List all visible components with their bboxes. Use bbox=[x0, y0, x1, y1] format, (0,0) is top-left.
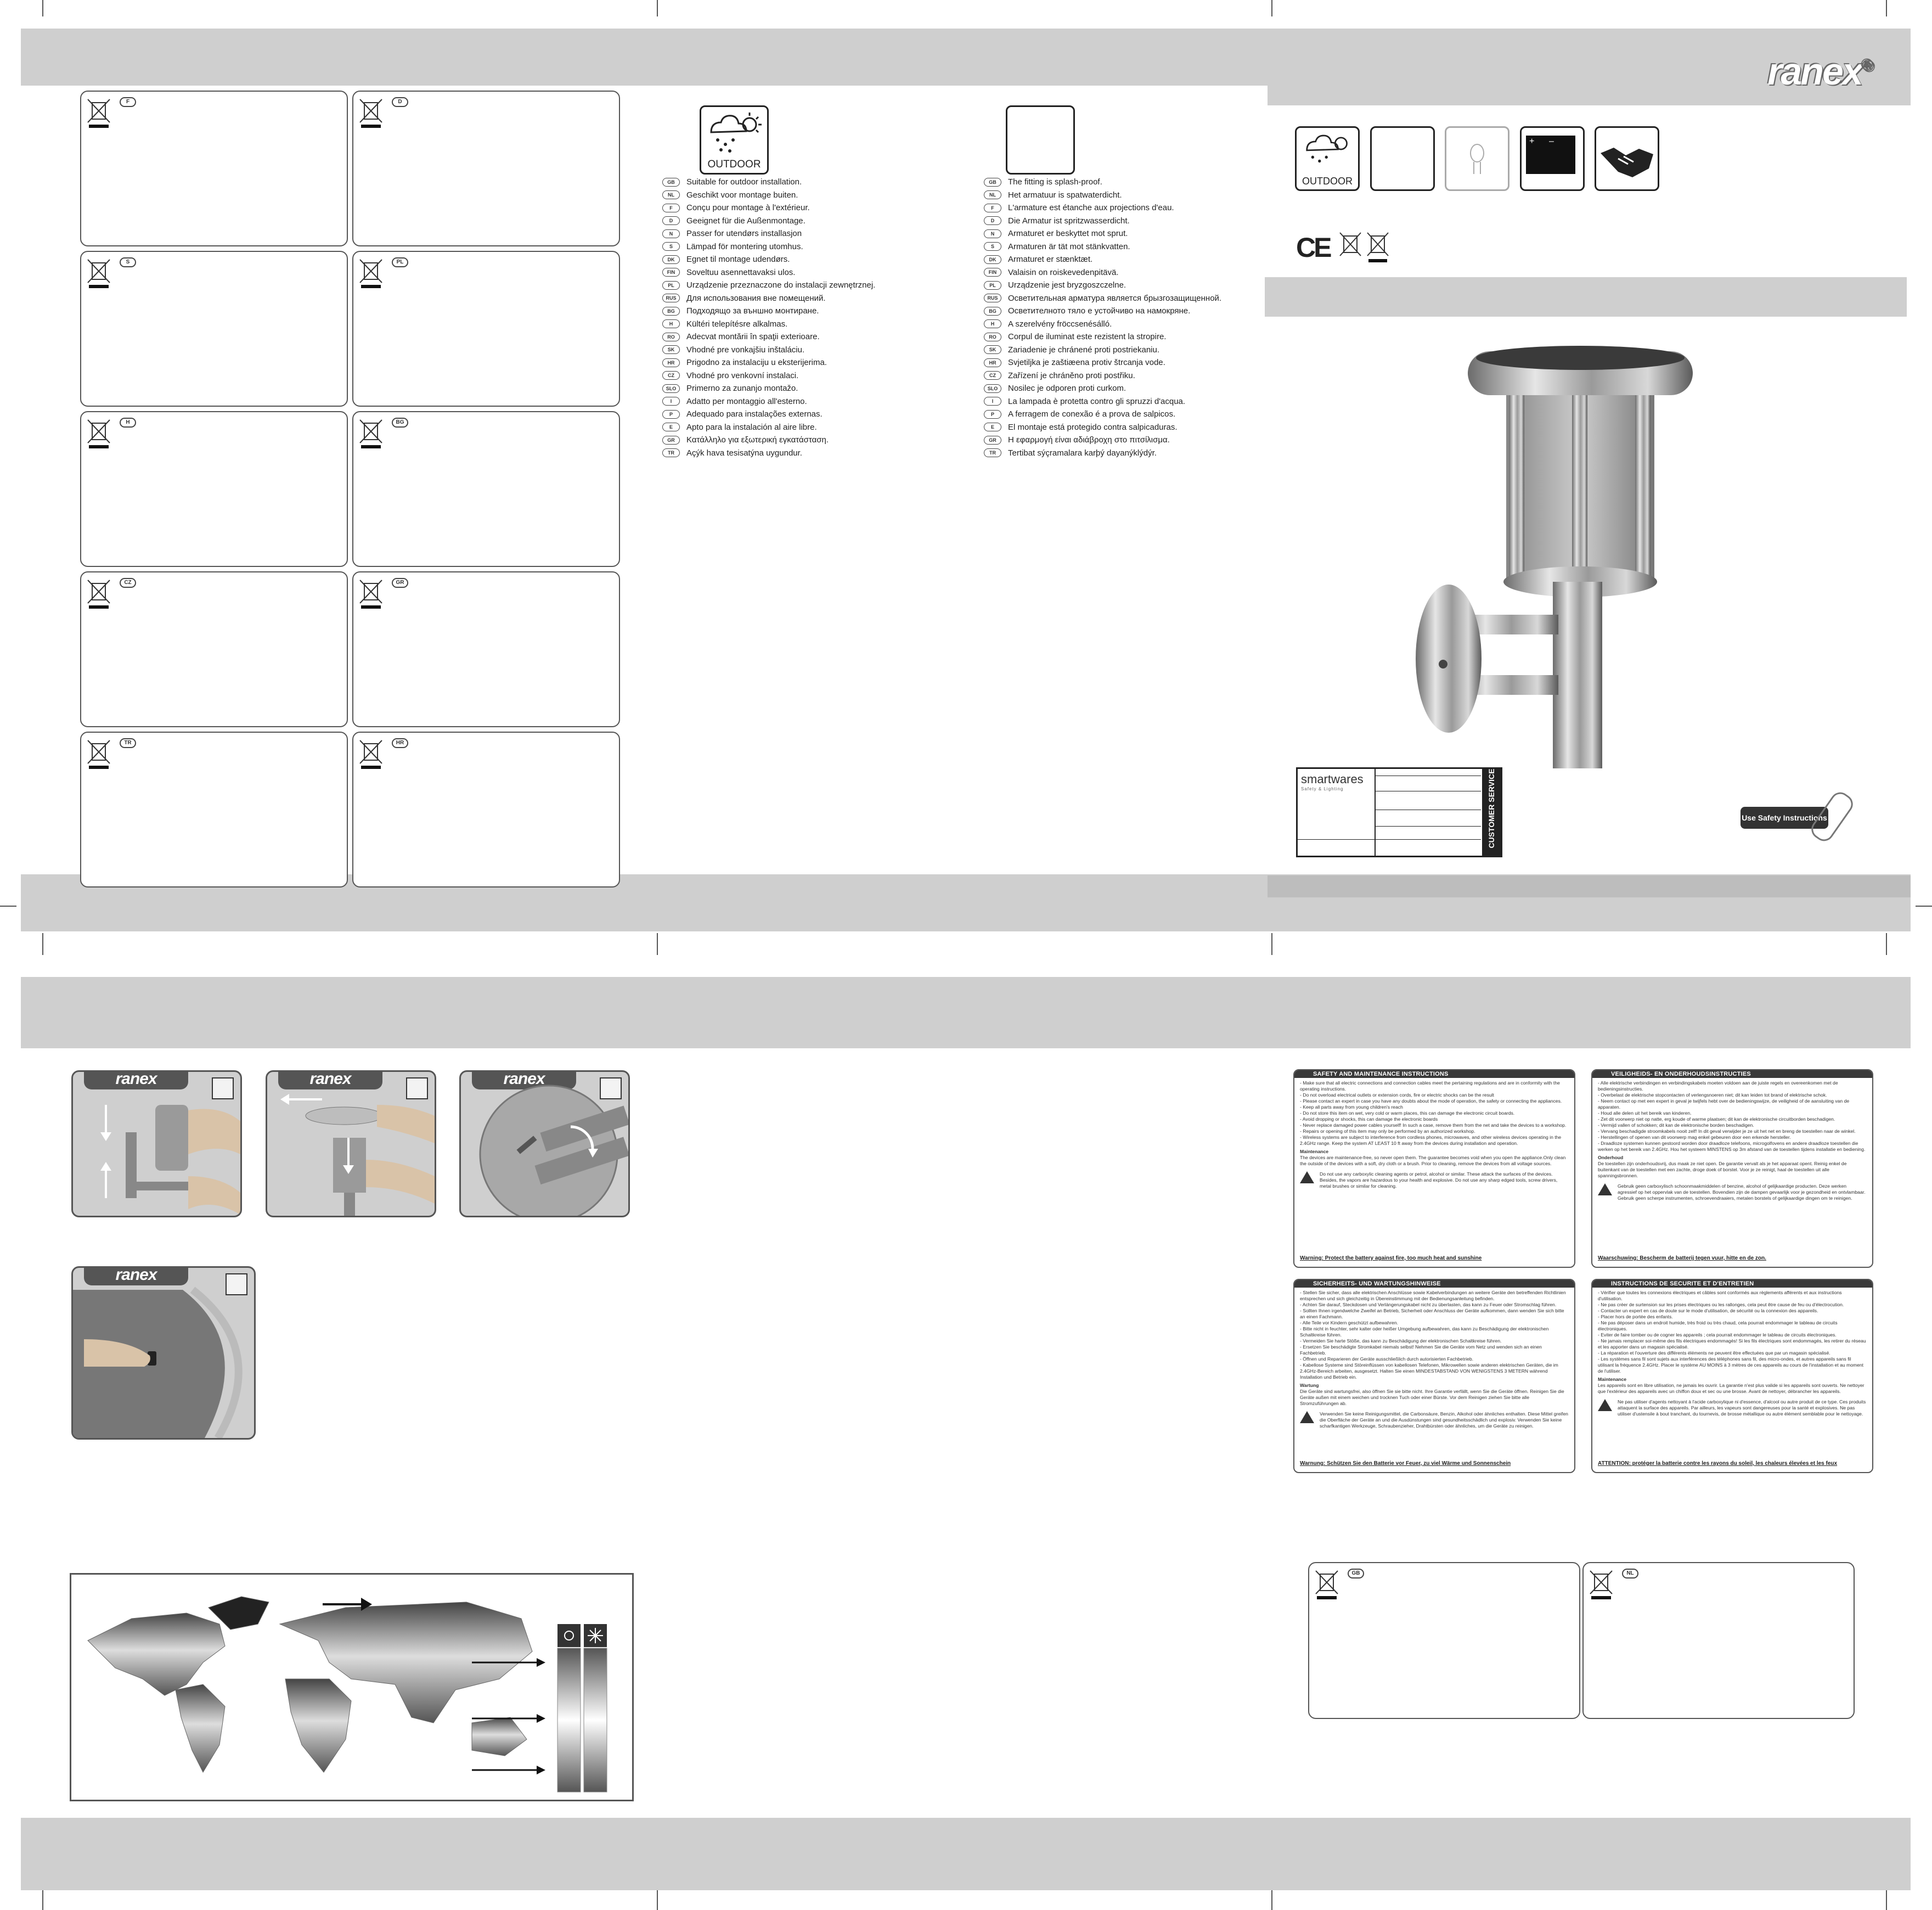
cover-bottom-band bbox=[1268, 875, 1911, 897]
language-code-badge: N bbox=[984, 229, 1001, 238]
language-row bbox=[662, 253, 875, 266]
language-code-badge: DK bbox=[662, 255, 680, 264]
safety-item: - Neem contact op met een expert in geval je twijfels hebt over de bedieningswijze, de veiligheid of de aansluiting van de apparaten. bbox=[1598, 1098, 1850, 1110]
language-row bbox=[662, 421, 875, 434]
alert-text: Ne pas utiliser d'agents nettoyant à l'acide carboxylique ni d'essence, d'alcool ou autre produit de ce type. Ces produits attaquent la surface des appareils. Par ailleurs, les vapeurs sont dangereuses pour la santé et explosives. Ne pas utiliser d'ustensile à bout tranchant, du tournevis, de brosse métallique ou autre élément semblable pour le nettoyage. bbox=[1618, 1399, 1866, 1417]
language-text: Armaturet er stænktæt. bbox=[1008, 255, 1093, 264]
language-text: Lämpad för montering utomhus. bbox=[686, 241, 803, 251]
language-code-badge: SLO bbox=[984, 384, 1001, 393]
world-map-graphic bbox=[71, 1575, 632, 1800]
weee-bin-icon bbox=[87, 98, 112, 129]
safety-instructions-tag: Use Safety Instructions bbox=[1741, 807, 1828, 829]
language-text: Adecvat montării în spaţii exterioare. bbox=[686, 332, 820, 341]
language-code-badge: D bbox=[662, 216, 680, 225]
language-code-badge: RO bbox=[984, 333, 1001, 341]
language-text: Tertibat sýçramalara karþý dayanýklýdýr. bbox=[1008, 448, 1157, 458]
language-row bbox=[984, 382, 1221, 395]
language-row bbox=[984, 279, 1221, 292]
language-code-badge: CZ bbox=[984, 371, 1001, 380]
weee-bin-icon bbox=[1589, 1570, 1614, 1600]
language-code-badge: D bbox=[984, 216, 1001, 225]
weee-panel-bg: BG bbox=[352, 411, 620, 567]
language-code-badge: F bbox=[662, 204, 680, 212]
safety-item: - Bitte nicht in feuchter, sehr kalter oder heißer Umgebung aufbewahren, das kann zu Beschädigung der elektronischen Schaltkreise führen. bbox=[1300, 1326, 1549, 1338]
safety-item: - Repairs or opening of this item may only be performed by an authorized workshop. bbox=[1300, 1128, 1475, 1134]
safety-item: - Vermijd vallen of schokken; dit kan de elektronische borden beschadigen. bbox=[1598, 1122, 1754, 1128]
language-row bbox=[984, 356, 1221, 369]
language-row bbox=[662, 344, 875, 357]
language-code-badge: GB bbox=[662, 178, 680, 187]
weee-panel-hr: HR bbox=[352, 732, 620, 887]
language-code-badge: GR bbox=[984, 436, 1001, 445]
language-text: Het armatuur is spatwaterdicht. bbox=[1008, 190, 1122, 200]
maintenance-text: Die Geräte sind wartungsfrei, also öffnen Sie sie bitte nicht. Ihre Garantie verfällt, wenn Sie die Geräte öffnen. Reinigen Sie die Geräte außen mit einem weichen und trocknen Tuch oder einer Bürste. Vor dem Reinigen ziehen Sie bitte alle Stromzuführungen ab. bbox=[1300, 1389, 1564, 1406]
language-text: Svjetiljka je zaštiæena protiv štrcanja vode. bbox=[1008, 358, 1165, 367]
language-row bbox=[984, 447, 1221, 460]
language-code-badge: H bbox=[662, 319, 680, 328]
language-text: Kültéri telepítésre alkalmas. bbox=[686, 319, 788, 329]
language-row bbox=[984, 266, 1221, 279]
splash-language-list bbox=[984, 176, 1221, 459]
language-code-badge: HR bbox=[662, 358, 680, 367]
weee-panel-h: H bbox=[80, 411, 348, 567]
safety-item: - Les systèmes sans fil sont sujets aux interférences des téléphones sans fil, des micro-ondes, et autres appareils sans fil utilisant la fréquence 2.4GHz. Placer le système AU MOINS à 3 mètres de ces appareils au cours de l'installation et au moment de l'utiliser. bbox=[1598, 1356, 1864, 1374]
safety-item: - La réparation et l'ouverture des différents éléments ne peuvent être effectuées que par un magasin spécialisé. bbox=[1598, 1350, 1830, 1356]
language-row bbox=[662, 240, 875, 254]
warning-triangle-icon bbox=[1598, 1183, 1612, 1195]
language-text: Осветительная арматура является брызгозащищенной. bbox=[1008, 293, 1222, 303]
language-row bbox=[662, 330, 875, 344]
customer-service-label: CUSTOMER SERVICE bbox=[1487, 768, 1496, 849]
language-text: Κατάλληλο για εξωτερική εγκατάσταση. bbox=[686, 435, 829, 445]
safety-item: - Ne pas déposer dans un endroit humide, très froid ou très chaud, cela pourrait endommager le tableau de circuits électroniques. bbox=[1598, 1320, 1838, 1332]
cover-outdoor-icon: OUTDOOR bbox=[1295, 126, 1360, 191]
language-row bbox=[984, 408, 1221, 421]
weee-bin-icon bbox=[359, 259, 384, 289]
language-code-badge: S bbox=[662, 242, 680, 251]
language-row bbox=[984, 215, 1221, 228]
language-text: Vhodné pre vonkajšiu inštaláciu. bbox=[686, 345, 805, 355]
language-text: Valaisin on roiskevedenpitävä. bbox=[1008, 267, 1119, 277]
language-text: Nosilec je odporen proti curkom. bbox=[1008, 384, 1126, 393]
language-text: The fitting is splash-proof. bbox=[1008, 177, 1102, 187]
language-text: Primerno za zunanjo montažo. bbox=[686, 384, 798, 393]
battery-warning: Warnung: Schützen Sie den Batterie vor Feuer, zu viel Wärme und Sonnenschein bbox=[1300, 1460, 1511, 1467]
alert-text: Do not use any carboxylic cleaning agents or petrol, alcohol or similar. These attack the surfaces of the devices. Besides, the vapors are hazardous to your health and explosive. Do not use any sharp edged tools, screw drivers, metal brushes or similar for cleaning. bbox=[1320, 1171, 1558, 1189]
language-row bbox=[662, 201, 875, 215]
weee-bin-icon bbox=[87, 259, 112, 289]
language-code-badge: I bbox=[662, 397, 680, 406]
language-row bbox=[662, 395, 875, 408]
language-code-badge: TR bbox=[662, 448, 680, 457]
maintenance-heading: Maintenance bbox=[1300, 1149, 1329, 1154]
safety-item: - Overbelast de elektrische stopcontacten of verlengsnoeren niet; dit kan leiden tot brand of elektrische schok. bbox=[1598, 1092, 1827, 1098]
language-row bbox=[662, 408, 875, 421]
customer-service-box bbox=[1296, 767, 1502, 857]
language-code-badge: F bbox=[984, 204, 1001, 212]
product-lamp-image bbox=[1405, 340, 1701, 779]
safety-item: - Achten Sie darauf, Steckdosen und Verlängerungskabel nicht zu überlasten, das kann zu Feuer oder Stromschlag führen. bbox=[1300, 1302, 1557, 1307]
warning-triangle-icon bbox=[1300, 1411, 1314, 1423]
language-row bbox=[984, 189, 1221, 202]
safety-title: SAFETY AND MAINTENANCE INSTRUCTIONS bbox=[1294, 1070, 1574, 1078]
cover-blank-icon bbox=[1370, 126, 1435, 191]
battery-warning: ATTENTION: protéger la batterie contre les rayons du soleil, les chaleurs élevées et les feux bbox=[1598, 1460, 1838, 1467]
alert-text: Verwenden Sie keine Reinigungsmittel, die Carbonsäure, Benzin, Alkohol oder ähnliches enthalten. Diese Mittel greifen die Oberfläche der Geräte an und die Ausdünstungen sind gesundheitsschädlich und explosiv. Verwenden Sie keine scharfkantigen Werkzeuge, Schraubenzieher, Drahtbürsten oder ähnliches, um die Geräte zu reinigen. bbox=[1320, 1411, 1568, 1429]
language-text: Geschikt voor montage buiten. bbox=[686, 190, 798, 200]
weee-bin-icon bbox=[87, 579, 112, 610]
language-text: Soveltuu asennettavaksi ulos. bbox=[686, 267, 796, 277]
safety-item: - Herstellingen of openen van dit voorwerp mag enkel gebeuren door een erkende hersteller. bbox=[1598, 1134, 1791, 1140]
safety-item: - Do not store this item on wet, very cold or warm places, this can damage the electronic circuit boards. bbox=[1300, 1110, 1515, 1116]
language-row bbox=[662, 292, 875, 305]
language-code-badge: NL bbox=[984, 190, 1001, 199]
weee-bin-icon bbox=[359, 419, 384, 450]
maintenance-heading: Wartung bbox=[1300, 1383, 1319, 1388]
language-text: Açýk hava tesisatýna uygundur. bbox=[686, 448, 802, 458]
outdoor-icon bbox=[700, 105, 769, 175]
language-row bbox=[662, 305, 875, 318]
outdoor-language-list bbox=[662, 176, 875, 459]
solar-panel-icon: + – bbox=[1520, 126, 1585, 191]
weee-bin-icon bbox=[87, 739, 112, 770]
handshake-icon bbox=[1595, 126, 1659, 191]
safety-instructions-gb bbox=[1293, 1069, 1575, 1268]
battery-warning: Warning: Protect the battery against fire, too much heat and sunshine bbox=[1300, 1255, 1482, 1261]
safety-item: - Eviter de faire tomber ou de cogner les appareils ; cela pourrait endommager le tableau de circuits électroniques. bbox=[1598, 1332, 1837, 1338]
safety-item: - Alle elektrische verbindingen en verbindingskabels moeten voldoen aan de juiste regels en overeenkomen met de bedieningsinstructies. bbox=[1598, 1080, 1838, 1092]
maintenance-text: Les appareils sont en libre utilisation, ne jamais les ouvrir. La garantie n'est plus valide si les appareils sont ouverts. Ne nettoyer que l'extérieur des appareils avec un chiffon doux et sec ou une brosse. Avant de nettoyer, débrancher les appareils. bbox=[1598, 1383, 1865, 1394]
led-icon bbox=[1445, 126, 1509, 191]
weee-bin-icon bbox=[1315, 1570, 1340, 1600]
language-text: Urządzenie przeznaczone do instalacji zewnętrznej. bbox=[686, 280, 876, 290]
language-code-badge: P bbox=[662, 410, 680, 419]
outdoor-label: OUTDOOR bbox=[707, 159, 761, 170]
language-text: Die Armatur ist spritzwasserdicht. bbox=[1008, 216, 1130, 226]
weee-panel-f: F bbox=[80, 91, 348, 246]
safety-title: INSTRUCTIONS DE SECURITE ET D'ENTRETIEN bbox=[1592, 1280, 1872, 1288]
language-text: Geeignet für die Außenmontage. bbox=[686, 216, 806, 226]
cover-weee-icon-1 bbox=[1339, 231, 1362, 261]
language-row bbox=[984, 292, 1221, 305]
language-row bbox=[984, 240, 1221, 254]
battery-warning: Waarschuwing: Bescherm de batterij tegen vuur, hitte en de zon. bbox=[1598, 1255, 1766, 1261]
language-text: Adequado para instalações externas. bbox=[686, 409, 823, 419]
safety-item: - Vérifier que toutes les connexions électriques et câbles sont conformés aux règlements afférents et aux instructions d'utilisation. bbox=[1598, 1290, 1842, 1301]
ce-mark: CE bbox=[1296, 232, 1330, 263]
weee-panel-cz: CZ bbox=[80, 571, 348, 727]
safety-item: - Stellen Sie sicher, dass alle elektrischen Anschlüsse sowie Kabelverbindungen an weitere Geräte den betreffenden Richtlinien entsprechen und sich gleichzeitig in Übereinstimmung mit der Bedienungsanleitung befinden. bbox=[1300, 1290, 1566, 1301]
language-row bbox=[662, 266, 875, 279]
maintenance-heading: Onderhoud bbox=[1598, 1155, 1624, 1160]
language-text: Vhodné pro venkovní instalaci. bbox=[686, 370, 799, 380]
language-row bbox=[662, 434, 875, 447]
maintenance-text: The devices are maintenance-free, so never open them. The guarantee becomes void when you open the appliance.Only clean the outside of the devices with a soft, dry cloth or a brush. Prior to cleaning, remove the devices from all voltage sources. bbox=[1300, 1155, 1566, 1166]
language-code-badge: SK bbox=[662, 345, 680, 354]
safety-item: - Houd alle delen uit het bereik van kinderen. bbox=[1598, 1110, 1692, 1116]
safety-title: SICHERHEITS- UND WARTUNGSHINWEISE bbox=[1294, 1280, 1574, 1288]
language-row bbox=[662, 369, 875, 383]
language-row bbox=[662, 227, 875, 240]
language-text: El montaje está protegido contra salpicaduras. bbox=[1008, 422, 1178, 432]
language-row bbox=[662, 356, 875, 369]
language-row bbox=[662, 215, 875, 228]
weee-bin-icon bbox=[87, 419, 112, 450]
safety-item: - Vervang beschadigde stroomkabels nooit zelf! In dit geval verwijder je ze uit het net en breng de toestellen naar de winkel. bbox=[1598, 1128, 1856, 1134]
climate-map-box bbox=[70, 1573, 634, 1801]
install-step-4-photo: ranex bbox=[71, 1266, 256, 1440]
language-text: Для использования вне помещений. bbox=[686, 293, 826, 303]
safety-item: - Sollten Ihnen irgendwelche Zweifel an Betrieb, Sicherheit oder Anschluss der Geräte aufkommen, dann wenden Sie sich bitte an einen Fachmann. bbox=[1300, 1308, 1564, 1319]
safety-title: VEILIGHEIDS- EN ONDERHOUDSINSTRUCTIES bbox=[1592, 1070, 1872, 1078]
language-code-badge: GB bbox=[984, 178, 1001, 187]
language-text: Armaturen är tät mot stänkvatten. bbox=[1008, 241, 1130, 251]
bottom-header-band bbox=[21, 977, 1911, 1048]
language-code-badge: SK bbox=[984, 345, 1001, 354]
language-row bbox=[662, 176, 875, 189]
language-code-badge: FIN bbox=[662, 268, 680, 277]
language-code-badge: SLO bbox=[662, 384, 680, 393]
weee-panel-tr: TR bbox=[80, 732, 348, 887]
language-code-badge: S bbox=[984, 242, 1001, 251]
language-text: Adatto per montaggio all'esterno. bbox=[686, 396, 807, 406]
language-text: Η εφαρμογή είναι αδιάβροχη στο πιτσίλισμα. bbox=[1008, 435, 1170, 445]
language-code-badge: CZ bbox=[662, 371, 680, 380]
language-row bbox=[662, 447, 875, 460]
language-row bbox=[984, 369, 1221, 383]
language-row bbox=[984, 344, 1221, 357]
safety-item: - Contacter un expert en cas de doute sur le mode d'utilisation, de sécurité ou la connexion des appareils. bbox=[1598, 1308, 1818, 1313]
safety-item: - Kabellose Systeme sind Störeinflüssen von kabellosen Telefonen, Mikrowellen sowie anderen elektrischen Geräten, die im 2.4GHz-Bereich arbeiten, ausgesetzt. Halten Sie einen MINDESTABSTAND VON WENIGSTENS 3 METERN während Installation und Betrieb ein. bbox=[1300, 1362, 1558, 1380]
language-text: Prigodno za instalaciju u eksterijerima. bbox=[686, 358, 827, 367]
warning-triangle-icon bbox=[1300, 1171, 1314, 1183]
safety-item: - Placer hors de portée des enfants. bbox=[1598, 1314, 1673, 1319]
language-row bbox=[984, 421, 1221, 434]
safety-item: - Zet dit voorwerp niet op natte, erg koude of warme plaatsen; dit kan de elektronische circuitborden beschadigen. bbox=[1598, 1116, 1835, 1122]
language-code-badge: H bbox=[984, 319, 1001, 328]
language-text: Подходящо за външно монтиране. bbox=[686, 306, 819, 316]
weee-bin-icon bbox=[359, 739, 384, 770]
safety-item: - Make sure that all electric connections and connection cables meet the pertaining regulations and are in conformity with the operating instructions. bbox=[1300, 1080, 1560, 1092]
language-text: Armaturet er beskyttet mot sprut. bbox=[1008, 229, 1128, 238]
language-code-badge: DK bbox=[984, 255, 1001, 264]
language-text: Zariadenie je chránené proti postriekaniu. bbox=[1008, 345, 1159, 355]
language-code-badge: PL bbox=[662, 281, 680, 290]
language-row bbox=[984, 253, 1221, 266]
language-row bbox=[984, 305, 1221, 318]
safety-instructions-d bbox=[1293, 1279, 1575, 1473]
language-text: Urządzenie jest bryzgoszczelne. bbox=[1008, 280, 1126, 290]
cover-mid-band bbox=[1265, 277, 1907, 317]
safety-instructions-nl bbox=[1591, 1069, 1873, 1268]
alert-text: Gebruik geen carboxylisch schoonmaakmiddelen of benzine, alcohol of gelijkaardige producten. Deze werken agressief op het oppervlak van de toestellen. Bovendien zijn de dampen gevaarlijk voor je gezondheid en ontvlambaar. Gebruik geen scherpe instrumenten, schroevendraaiers, metalen borstels of gelijkaardige dingen om te reinigen. bbox=[1618, 1183, 1866, 1201]
weee-panel-s: S bbox=[80, 251, 348, 407]
safety-item: - Ne jamais remplacer soi-même des fils électriques endommagés! Si les fils électriques sont endommagés, les retirer du réseau et les apporter dans un magasin spécialisé. bbox=[1598, 1338, 1866, 1350]
language-code-badge: TR bbox=[984, 448, 1001, 457]
language-row bbox=[984, 176, 1221, 189]
language-code-badge: PL bbox=[984, 281, 1001, 290]
language-text: A ferragem de conexão é a prova de salpicos. bbox=[1008, 409, 1176, 419]
language-code-badge: E bbox=[984, 423, 1001, 431]
language-row bbox=[984, 201, 1221, 215]
safety-item: - Draadloze systemen kunnen gestoord worden door draadloze telefoons, microgolfovens en andere draadloze toestellen die werken op het bereik van 2.4GHz. Hou het systeem MINSTENS op 3m afstand van de toestellen tijdens installatie en bediening. bbox=[1598, 1141, 1866, 1152]
language-text: Conçu pour montage à l'extérieur. bbox=[686, 203, 810, 212]
safety-item: - Never replace damaged power cables yourself! In such a case, remove them from the net and take the devices to a workshop. bbox=[1300, 1122, 1567, 1128]
splash-icon bbox=[1006, 105, 1075, 175]
language-code-badge: RO bbox=[662, 333, 680, 341]
bottom-footer-band bbox=[21, 1818, 1911, 1890]
language-row bbox=[984, 227, 1221, 240]
safety-item: - Vermeiden Sie harte Stöße, das kann zu Beschädigung der elektronischen Schaltkreise führen. bbox=[1300, 1338, 1502, 1344]
safety-item: - Alle Teile vor Kindern geschützt aufbewahren. bbox=[1300, 1320, 1398, 1325]
language-text: La lampada è protetta contro gli spruzzi d'acqua. bbox=[1008, 396, 1186, 406]
language-code-badge: RUS bbox=[984, 294, 1001, 302]
language-text: Suitable for outdoor installation. bbox=[686, 177, 802, 187]
install-step-1-photo: ranex bbox=[71, 1070, 242, 1217]
safety-item: - Ersetzen Sie beschädigte Stromkabel niemals selbst! Nehmen Sie die Geräte vom Netz und wenden sich an einen Fachbetrieb. bbox=[1300, 1344, 1542, 1356]
weee-bin-icon bbox=[359, 579, 384, 610]
language-code-badge: BG bbox=[662, 307, 680, 316]
language-row bbox=[984, 330, 1221, 344]
warning-triangle-icon bbox=[1598, 1399, 1612, 1411]
language-code-badge: E bbox=[662, 423, 680, 431]
language-row bbox=[984, 318, 1221, 331]
language-code-badge: P bbox=[984, 410, 1001, 419]
weee-panel-gb: GB bbox=[1308, 1562, 1580, 1719]
cover-header bbox=[1268, 29, 1911, 105]
weee-bin-icon bbox=[359, 98, 384, 129]
language-text: Egnet til montage udendørs. bbox=[686, 255, 790, 264]
language-code-badge: NL bbox=[662, 190, 680, 199]
language-text: Осветителното тяло е устойчиво на намокряне. bbox=[1008, 306, 1191, 316]
safety-item: - Avoid dropping or shocks, this can damage the electronic boards bbox=[1300, 1116, 1438, 1122]
brand-logo: ranex® bbox=[1767, 50, 1872, 93]
language-row bbox=[662, 279, 875, 292]
weee-panel-d: D bbox=[352, 91, 620, 246]
safety-instructions-f bbox=[1591, 1279, 1873, 1473]
maintenance-text: De toestellen zijn onderhoudsvrij, dus maak ze niet open. De garantie vervalt als je het apparaat opent. Reinig enkel de buitenkant van de toestellen met een zachte, droge doek of borstel. Voor je ze reinigt, haal de toestellen uit alle spanningsbronnen. bbox=[1598, 1161, 1847, 1178]
install-step-3-photo: ranex bbox=[459, 1070, 630, 1217]
language-code-badge: I bbox=[984, 397, 1001, 406]
language-code-badge: GR bbox=[662, 436, 680, 445]
sun-icon bbox=[557, 1624, 581, 1647]
language-row bbox=[662, 189, 875, 202]
weee-panel-nl: NL bbox=[1582, 1562, 1855, 1719]
language-text: Zařízení je chráněno proti postřiku. bbox=[1008, 370, 1135, 380]
language-code-badge: RUS bbox=[662, 294, 680, 302]
language-text: Corpul de iluminat este rezistent la stropire. bbox=[1008, 332, 1167, 341]
language-code-badge: HR bbox=[984, 358, 1001, 367]
maintenance-heading: Maintenance bbox=[1598, 1377, 1627, 1382]
language-code-badge: FIN bbox=[984, 268, 1001, 277]
weee-panel-gr: GR bbox=[352, 571, 620, 727]
safety-item: - Keep all parts away from young children's reach bbox=[1300, 1104, 1403, 1110]
language-row bbox=[984, 395, 1221, 408]
safety-item: - Do not overload electrical outlets or extension cords, fire or electric shocks can be the result bbox=[1300, 1092, 1494, 1098]
language-text: Passer for utendørs installasjon bbox=[686, 229, 802, 238]
language-text: A szerelvény fröccsenésálló. bbox=[1008, 319, 1112, 329]
language-code-badge: BG bbox=[984, 307, 1001, 316]
language-row bbox=[662, 318, 875, 331]
safety-item: - Please contact an expert in case you have any doubts about the mode of operation, the safety or connecting the appliances. bbox=[1300, 1098, 1562, 1104]
language-text: Apto para la instalación al aire libre. bbox=[686, 422, 817, 432]
safety-item: - Ne pas créer de surtension sur les prises électriques ou les rallonges, cela peut être cause de feu ou d'électrocution. bbox=[1598, 1302, 1844, 1307]
weee-panel-pl: PL bbox=[352, 251, 620, 407]
smartwares-logo: smartwares Safety & Lighting bbox=[1301, 772, 1364, 791]
language-row bbox=[662, 382, 875, 395]
safety-item: - Wireless systems are subject to interference from cordless phones, microwaves, and other wireless devices operating in the 2.4GHz range. Keep the system AT LEAST 10 ft away from the devices during installation and operation. bbox=[1300, 1134, 1562, 1146]
install-step-2-photo: ranex bbox=[266, 1070, 436, 1217]
safety-item: - Öffnen und Reparieren der Geräte ausschließlich durch autorisierten Fachbetrieb. bbox=[1300, 1356, 1474, 1362]
language-text: L'armature est étanche aux projections d'eau. bbox=[1008, 203, 1174, 212]
language-row bbox=[984, 434, 1221, 447]
language-code-badge: N bbox=[662, 229, 680, 238]
cover-weee-icon-2 bbox=[1366, 231, 1389, 266]
